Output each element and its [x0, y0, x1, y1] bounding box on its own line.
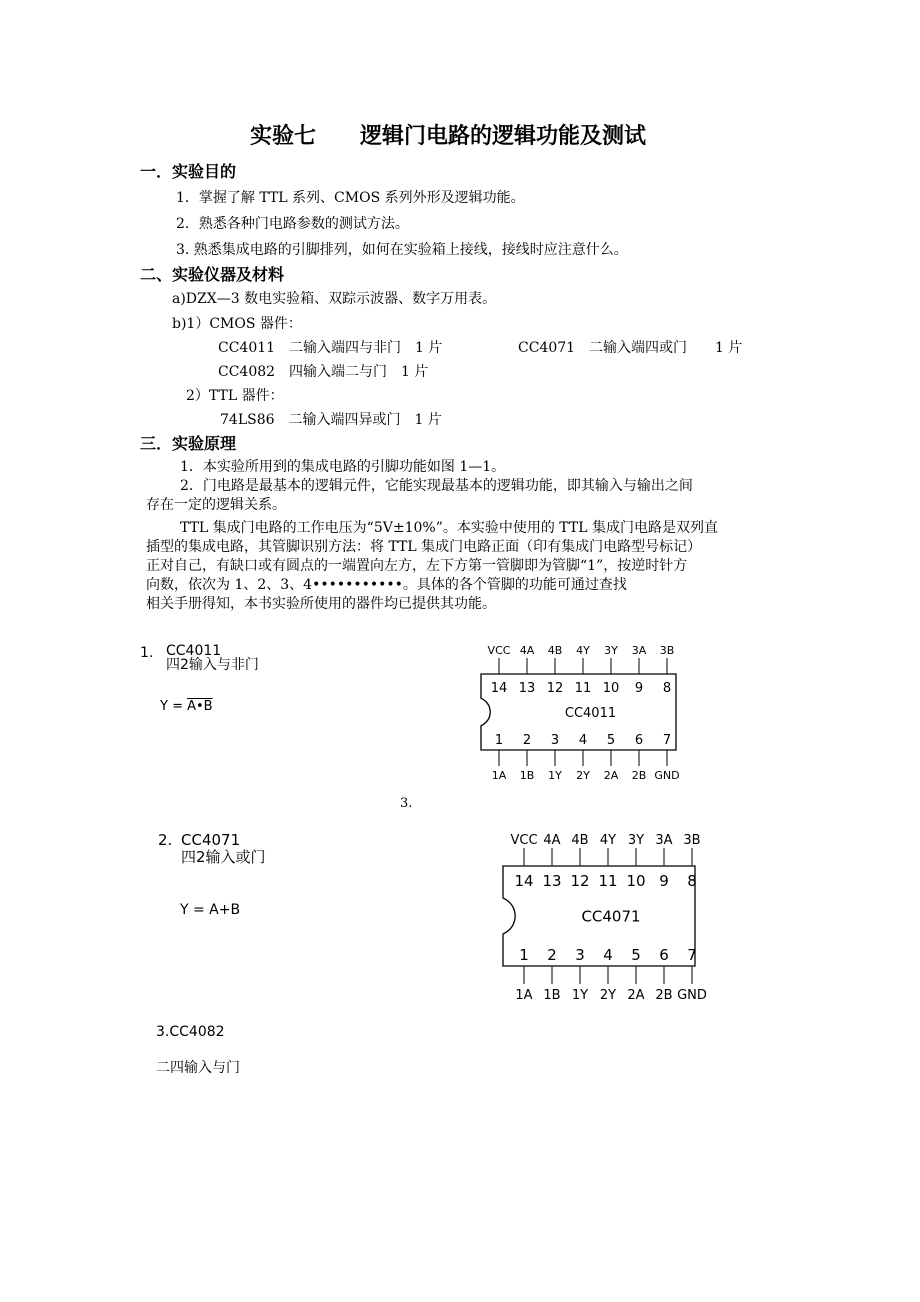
logic-equation — [160, 699, 213, 715]
objective-item: 1．掌握了解 TTL 系列、CMOS 系列外形及逻辑功能。 — [176, 190, 525, 206]
pin-label-top: 4Y — [576, 644, 590, 657]
equation-prefix: Y = — [160, 699, 188, 714]
pin-label-top: 3B — [659, 644, 675, 657]
pin-label-top: 3B — [683, 833, 701, 848]
objective-item: 2．熟悉各种门电路参数的测试方法。 — [176, 216, 409, 232]
pin-label-top: 4A — [543, 833, 561, 848]
principle-paragraph: 正对自己，有缺口或有圆点的一端置向左方，左下方第一管脚即为管脚“1”，按逆时针方 — [146, 558, 688, 574]
figure-chip-desc: 四2输入或门 — [181, 848, 266, 866]
logic-equation: Y = A+B — [180, 902, 241, 918]
pin-label-top: 3Y — [627, 833, 645, 848]
pin-label-top: 4B — [571, 833, 589, 848]
pin-label-bottom: GND — [654, 769, 680, 782]
pin-number-bottom: 1 — [519, 946, 529, 964]
pin-label-top: 4B — [547, 644, 563, 657]
pin-label-bottom: 2B — [631, 769, 647, 782]
pin-number-bottom: 1 — [494, 733, 504, 748]
pin-number-top: 12 — [570, 872, 590, 890]
pin-number-bottom: 5 — [606, 733, 616, 748]
figure-number: 1. — [140, 645, 154, 661]
pin-label-bottom: 1A — [491, 769, 507, 782]
pin-number-top: 11 — [574, 681, 592, 696]
chip-diagram-cc4071 — [495, 826, 705, 1006]
pin-number-bottom: 2 — [547, 946, 557, 964]
pin-number-top: 14 — [514, 872, 534, 890]
principle-paragraph: 相关手册得知，本书实验所使用的器件均已提供其功能。 — [146, 596, 496, 612]
principle-paragraph: 1．本实验所用到的集成电路的引脚功能如图 1—1。 — [180, 459, 506, 475]
principle-paragraph: 2．门电路是最基本的逻辑元件，它能实现最基本的逻辑功能，即其输入与输出之间 — [180, 478, 693, 494]
principle-paragraph: 存在一定的逻辑关系。 — [146, 497, 286, 513]
pin-label-bottom: 2A — [627, 988, 645, 1003]
pin-label-bottom: 1Y — [571, 988, 589, 1003]
pin-number-bottom: 4 — [578, 733, 588, 748]
pin-label-bottom: 1B — [543, 988, 561, 1003]
pin-number-bottom: 7 — [687, 946, 697, 964]
figure-chip-name: CC4071 — [181, 831, 241, 849]
figure-chip-desc: 二四输入与门 — [156, 1060, 240, 1076]
pin-label-bottom: GND — [677, 988, 707, 1003]
pin-label-top: VCC — [487, 644, 511, 657]
pin-number-bottom: 6 — [659, 946, 669, 964]
pin-number-top: 8 — [687, 872, 697, 890]
pin-label-bottom: 2A — [603, 769, 619, 782]
equipment-line: a)DZX—3 数电实验箱、双踪示波器、数字万用表。 — [172, 291, 497, 307]
pin-number-bottom: 7 — [662, 733, 672, 748]
figure-caption: 3. — [400, 796, 413, 811]
section-heading-equipment: 二、实验仪器及材料 — [140, 265, 285, 284]
pin-label-bottom: 1A — [515, 988, 533, 1003]
equation-inverted-term: A•B — [187, 699, 213, 714]
chip-label: CC4071 — [581, 907, 641, 926]
section-heading-objectives: 一．实验目的 — [140, 162, 237, 181]
component-line: 74LS86 二输入端四异或门 1 片 — [220, 412, 442, 428]
pin-label-top: 3A — [655, 833, 673, 848]
principle-paragraph: 插型的集成电路，其管脚识别方法：将 TTL 集成门电路正面（印有集成门电路型号标记） — [146, 539, 702, 555]
component-line: CC4082 四输入端二与门 1 片 — [218, 364, 429, 380]
pin-number-bottom: 6 — [634, 733, 644, 748]
pin-number-bottom: 3 — [575, 946, 585, 964]
pin-number-top: 12 — [546, 681, 564, 696]
pin-number-top: 10 — [602, 681, 620, 696]
equipment-line: b)1）CMOS 器件： — [172, 316, 302, 332]
principle-paragraph: TTL 集成门电路的工作电压为“5V±10%”。本实验中使用的 TTL 集成门电路是双列直 — [180, 520, 718, 536]
component-line: CC4071 二输入端四或门 1 片 — [518, 340, 743, 356]
pin-label-top: VCC — [510, 833, 538, 848]
chip-diagram-cc4011 — [476, 640, 696, 780]
figure-number: 2. — [158, 831, 173, 849]
pin-number-bottom: 3 — [550, 733, 560, 748]
pin-label-top: 3Y — [604, 644, 618, 657]
figure-heading: 3.CC4082 — [156, 1024, 225, 1040]
pin-label-top: 3A — [631, 644, 647, 657]
component-line: CC4011 二输入端四与非门 1 片 — [218, 340, 443, 356]
pin-number-top: 8 — [662, 681, 672, 696]
chip-label: CC4011 — [564, 705, 617, 721]
pin-number-top: 14 — [490, 681, 508, 696]
figure-chip-desc: 四2输入与非门 — [166, 657, 259, 673]
pin-number-bottom: 2 — [522, 733, 532, 748]
page-title: 实验七 逻辑门电路的逻辑功能及测试 — [250, 124, 647, 149]
objective-item: 3. 熟悉集成电路的引脚排列，如何在实验箱上接线，接线时应注意什么。 — [176, 242, 628, 258]
pin-label-top: 4Y — [599, 833, 617, 848]
pin-number-top: 13 — [542, 872, 562, 890]
principle-paragraph: 向数，依次为 1、2、3、4•••••••••••。具体的各个管脚的功能可通过查找 — [146, 577, 627, 593]
pin-label-bottom: 1Y — [548, 769, 562, 782]
pin-number-bottom: 4 — [603, 946, 613, 964]
pin-label-top: 4A — [519, 644, 535, 657]
pin-number-top: 11 — [598, 872, 618, 890]
pin-number-top: 10 — [626, 872, 646, 890]
pin-label-bottom: 1B — [519, 769, 535, 782]
section-heading-principle: 三．实验原理 — [140, 434, 237, 453]
pin-number-top: 9 — [659, 872, 669, 890]
pin-number-top: 9 — [634, 681, 644, 696]
equipment-line: 2）TTL 器件： — [186, 388, 284, 404]
pin-label-bottom: 2Y — [599, 988, 617, 1003]
pin-number-bottom: 5 — [631, 946, 641, 964]
figure-chip-name: CC4011 — [166, 643, 222, 659]
pin-number-top: 13 — [518, 681, 536, 696]
pin-label-bottom: 2B — [655, 988, 673, 1003]
pin-label-bottom: 2Y — [576, 769, 590, 782]
